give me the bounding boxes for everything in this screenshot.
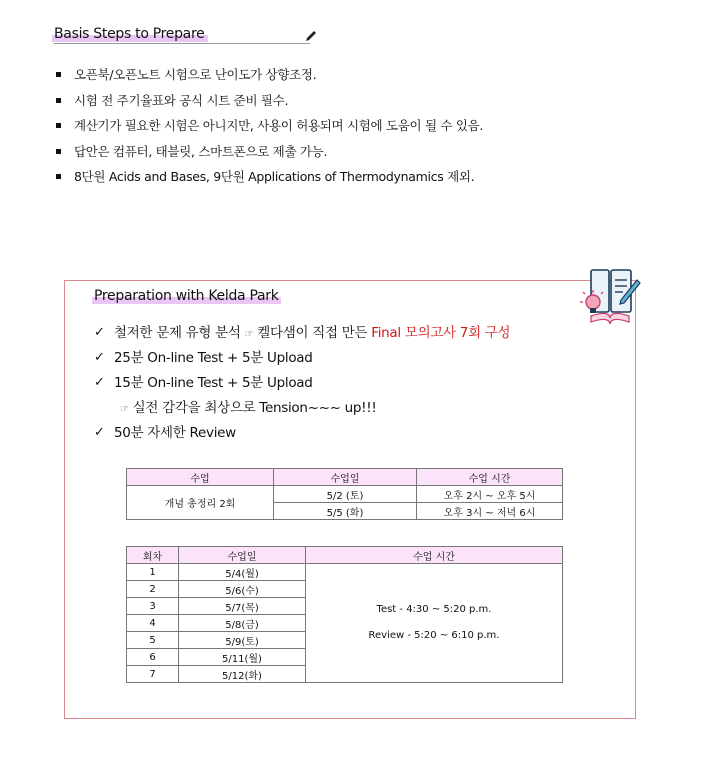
list-item: ✓ 15분 On-line Test + 5분 Upload xyxy=(94,375,313,391)
list-item: 오픈북/오픈노트 시험으로 난이도가 상향조정. xyxy=(56,66,483,92)
check-icon: ✓ xyxy=(94,425,105,440)
table-cell: 5/4(월) xyxy=(179,564,306,581)
section2-title: Preparation with Kelda Park xyxy=(94,288,279,304)
title-underline xyxy=(54,43,310,44)
list-item: ✓ 25분 On-line Test + 5분 Upload xyxy=(94,350,313,366)
table-row xyxy=(127,564,563,581)
test-time: Test - 4:30 ~ 5:20 p.m. xyxy=(376,604,492,615)
list-item: ✓ 철저한 문제 유형 분석 ☞ 켈다샘이 직접 만든 Final 모의고사 7회 구성 xyxy=(94,325,511,341)
list-item: 답안은 컴퓨터, 태블릿, 스마트폰으로 제출 가능. xyxy=(56,143,483,169)
schedule-time-cell xyxy=(306,564,563,683)
table-cell: 5/6(수) xyxy=(179,581,306,598)
final-mock-exam-highlight: Final 모의고사 7회 구성 xyxy=(371,325,511,341)
table-cell: 5/12(화) xyxy=(179,666,306,683)
list-item: 계산기가 필요한 시험은 아니지만, 사용이 허용되며 시험에 도움이 될 수 있음. xyxy=(56,117,483,143)
table-cell: 1 xyxy=(127,564,179,581)
table-header: 수업 시간 xyxy=(417,469,563,486)
pencil-icon xyxy=(304,29,318,43)
review-time: Review - 5:20 ~ 6:10 p.m. xyxy=(368,630,500,641)
pointing-hand-icon: ☞ xyxy=(120,404,129,415)
table-cell: 2 xyxy=(127,581,179,598)
table-cell: 3 xyxy=(127,598,179,615)
table-cell: 오후 3시 ~ 저녁 6시 xyxy=(417,503,563,520)
table-cell: 오후 2시 ~ 오후 5시 xyxy=(417,486,563,503)
table-header: 수업 xyxy=(127,469,274,486)
table-cell: 5/11(월) xyxy=(179,649,306,666)
concept-review-table xyxy=(126,468,563,520)
list-item: ✓ 50분 자세한 Review xyxy=(94,425,236,441)
check-icon: ✓ xyxy=(94,325,105,340)
check-icon: ✓ xyxy=(94,375,105,390)
table-cell: 4 xyxy=(127,615,179,632)
table-cell: 5/9(토) xyxy=(179,632,306,649)
table-cell: 5 xyxy=(127,632,179,649)
table-cell: 6 xyxy=(127,649,179,666)
table-cell: 개념 총정리 2회 xyxy=(127,486,274,520)
table-cell: 5/2 (토) xyxy=(274,486,417,503)
table-header: 수업 시간 xyxy=(306,547,563,564)
section1-title: Basis Steps to Prepare xyxy=(54,26,204,42)
table-cell: 5/8(금) xyxy=(179,615,306,632)
pointing-hand-icon: ☞ xyxy=(244,329,254,340)
table-row xyxy=(127,486,563,503)
list-item: 8단원 Acids and Bases, 9단원 Applications of Thermodynamics 제외. xyxy=(56,168,483,194)
table-cell: 5/5 (화) xyxy=(274,503,417,520)
table-cell: 5/7(목) xyxy=(179,598,306,615)
list-sub-item: ☞ 실전 감각을 최상으로 Tension~~~ up!!! xyxy=(120,400,377,416)
check-icon: ✓ xyxy=(94,350,105,365)
table-header: 수업일 xyxy=(179,547,306,564)
basis-steps-list xyxy=(56,66,483,194)
table-cell: 7 xyxy=(127,666,179,683)
open-book-lightbulb-icon xyxy=(577,264,643,326)
table-header: 회차 xyxy=(127,547,179,564)
preparation-list xyxy=(94,324,510,449)
mock-exam-schedule-table xyxy=(126,546,563,683)
table-header: 수업일 xyxy=(274,469,417,486)
list-item: 시험 전 주기율표와 공식 시트 준비 필수. xyxy=(56,92,483,118)
